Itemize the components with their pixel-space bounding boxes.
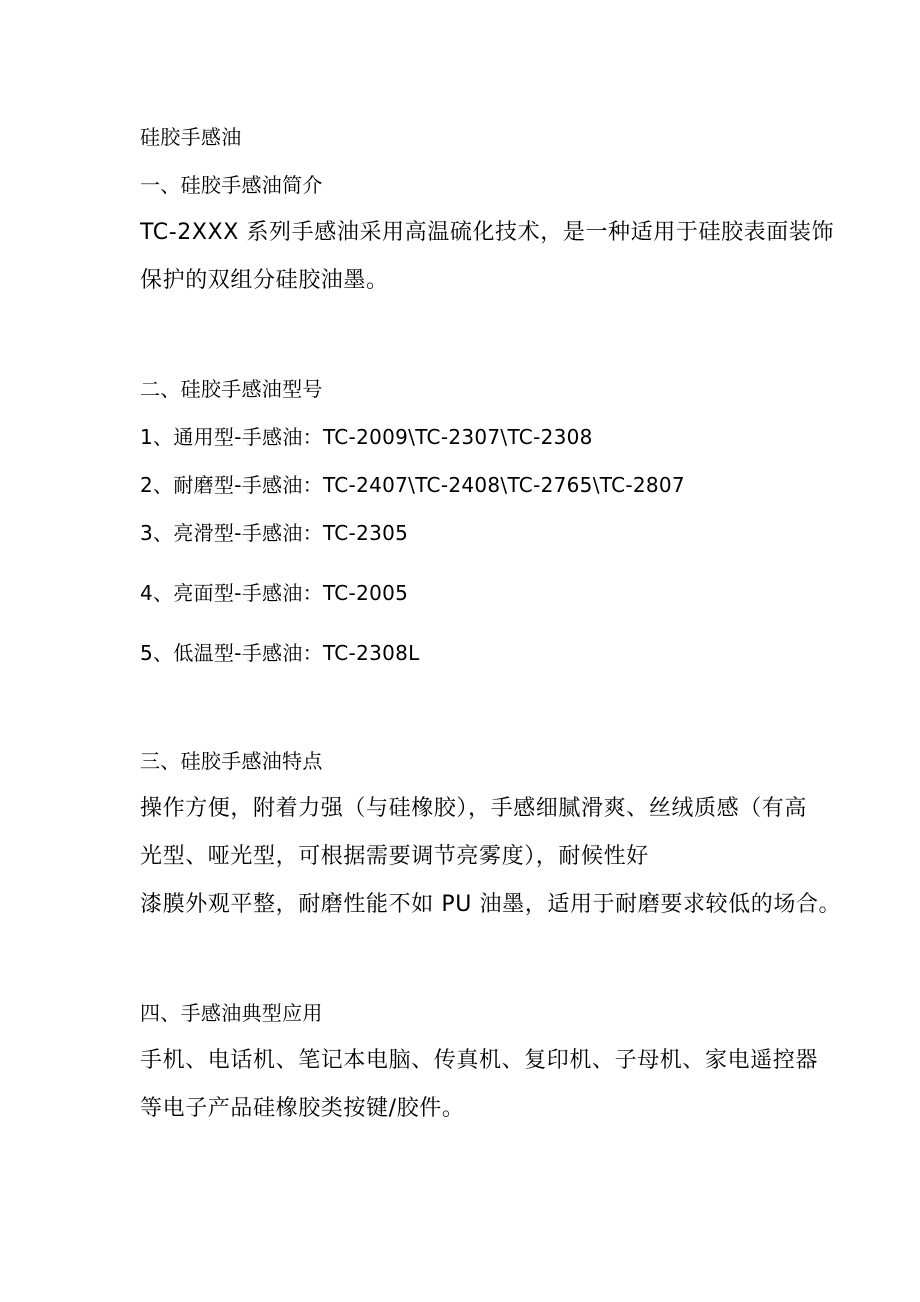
section1-heading: 一、硅胶手感油简介 — [140, 173, 323, 197]
section1-body-line2: 保护的双组分硅胶油墨。 — [140, 268, 389, 293]
document-title: 硅胶手感油 — [140, 125, 242, 149]
model-list-item: 4、亮面型-手感油：TC-2005 — [140, 581, 409, 605]
section4-body-line2: 等电子产品硅橡胶类按键/胶件。 — [140, 1096, 465, 1121]
section4-body-line1: 手机、电话机、笔记本电脑、传真机、复印机、子母机、家电遥控器 — [140, 1048, 819, 1073]
model-list-item: 3、亮滑型-手感油：TC-2305 — [140, 521, 409, 545]
section3-body-line3: 漆膜外观平整，耐磨性能不如 PU 油墨，适用于耐磨要求较低的场合。 — [140, 892, 842, 917]
model-list-item: 2、耐磨型-手感油：TC-2407\TC-2408\TC-2765\TC-2807 — [140, 473, 685, 497]
section4-heading: 四、手感油典型应用 — [140, 1001, 323, 1025]
section3-body-line2: 光型、哑光型，可根据需要调节亮雾度），耐候性好 — [140, 844, 649, 869]
section3-heading: 三、硅胶手感油特点 — [140, 749, 323, 773]
section3-body-line1: 操作方便，附着力强（与硅橡胶），手感细腻滑爽、丝绒质感（有高 — [140, 796, 808, 821]
model-list-item: 1、通用型-手感油：TC-2009\TC-2307\TC-2308 — [140, 425, 593, 449]
model-list-item: 5、低温型-手感油：TC-2308L — [140, 641, 420, 665]
section2-heading: 二、硅胶手感油型号 — [140, 377, 323, 401]
section1-body-line1: TC-2XXX 系列手感油采用高温硫化技术，是一种适用于硅胶表面装饰 — [140, 220, 835, 245]
